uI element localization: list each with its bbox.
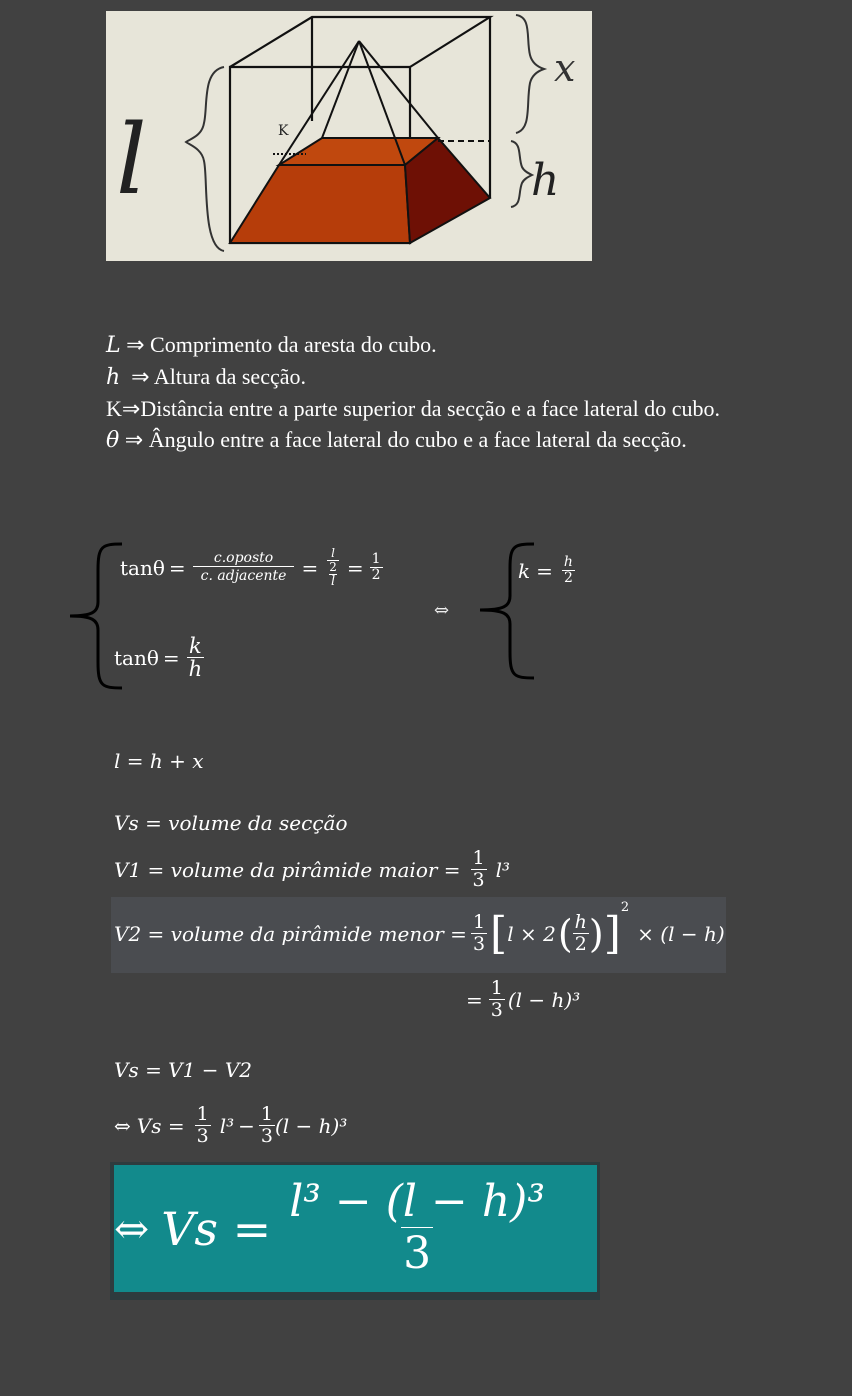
open-bracket: [ — [490, 908, 508, 959]
final-fraction — [285, 1175, 549, 1279]
l-minus-h-cubed: (l − h)³ — [507, 988, 581, 1012]
equals-sign: = — [162, 646, 180, 670]
k-equation — [518, 546, 578, 596]
equals-sign: = — [536, 559, 553, 583]
frac-den: 3 — [490, 999, 503, 1022]
frac-num: 1 — [196, 1103, 209, 1126]
pyramid-edge-right — [359, 41, 438, 138]
v1-equation — [114, 840, 510, 900]
figure-label-k: K — [278, 123, 289, 139]
section-front-face — [230, 165, 410, 243]
h-over-2 — [573, 913, 589, 955]
frac-num: h — [563, 554, 573, 571]
l-equals-h-plus-x: l = h + x — [114, 749, 204, 773]
v2-equation — [114, 900, 725, 968]
vs-difference: Vs = V1 − V2 — [114, 1058, 252, 1082]
close-bracket: ] — [603, 908, 621, 959]
def-theta — [106, 424, 726, 456]
def-h-symbol: h — [106, 365, 121, 390]
final-numerator: l³ − (l − h)³ — [289, 1175, 545, 1227]
final-vs-label: Vs = — [161, 1201, 272, 1256]
arrow-icon: ⇒ — [131, 364, 150, 389]
one-third — [471, 913, 487, 955]
equals-sign: = — [168, 556, 186, 580]
frac-den: 2 — [329, 559, 337, 574]
h-over-2 — [562, 555, 575, 586]
iff-symbol: ⇔ — [114, 1204, 150, 1253]
opposite-over-adjacent — [193, 551, 295, 584]
tan-ratio-equation — [120, 538, 386, 598]
def-K-symbol: K — [106, 396, 122, 421]
figure-label-l: l — [116, 104, 147, 216]
section-side-face — [405, 138, 490, 243]
frac-den: 3 — [260, 1125, 273, 1148]
vs-label: Vs = — [136, 1114, 185, 1138]
l-cubed: l³ — [495, 858, 511, 882]
frac-den: 2 — [574, 933, 587, 956]
equals-sign: = — [466, 988, 483, 1012]
v1-lhs: V1 = volume da pirâmide maior = — [114, 858, 461, 882]
l-half-over-l — [325, 547, 341, 589]
figure-drawing — [106, 11, 592, 261]
frac-den: h — [188, 656, 203, 681]
l-minus-h-cubed: (l − h)³ — [274, 1114, 348, 1138]
figure-label-x: x — [554, 46, 576, 90]
tan-k-over-h-equation — [114, 628, 207, 688]
one-third — [259, 1105, 275, 1147]
def-K-text: Distância entre a parte superior da secção e a face lateral do cubo. — [140, 396, 720, 421]
figure-label-h: h — [531, 155, 560, 206]
equals-sign: = — [346, 556, 364, 580]
h-brace — [511, 141, 532, 207]
v2-result — [466, 970, 580, 1030]
final-result-box — [114, 1165, 597, 1292]
x-brace — [516, 15, 544, 133]
frac-num: 1 — [260, 1103, 273, 1126]
definitions-block — [106, 329, 726, 456]
frac-num: 1 — [472, 911, 486, 934]
one-third — [489, 979, 505, 1021]
frac-den: 3 — [472, 933, 486, 956]
tan-label: tanθ — [120, 556, 165, 580]
v2-tail: × (l − h) — [637, 922, 725, 946]
equals-sign: = — [301, 556, 319, 580]
def-L-text: Comprimento da aresta do cubo. — [150, 332, 437, 357]
frac-den: 2 — [371, 567, 381, 584]
frac-num — [325, 547, 341, 574]
vs-expanded — [114, 1096, 347, 1156]
equivalence-icon: ⇔ — [434, 600, 450, 621]
frac-num: 1 — [472, 847, 485, 870]
def-L — [106, 329, 726, 361]
frac-num: l — [331, 545, 335, 560]
k-over-h — [187, 635, 205, 681]
frac-den: 3 — [196, 1125, 209, 1148]
cube-pyramid-figure — [106, 11, 592, 261]
tan-label: tanθ — [114, 646, 159, 670]
one-third — [471, 849, 487, 891]
def-K — [106, 393, 726, 424]
frac-num: 1 — [371, 551, 381, 568]
k-symbol: k — [518, 559, 531, 583]
one-half — [370, 552, 383, 583]
vs-definition: Vs = volume da secção — [114, 811, 348, 835]
l-brace — [186, 67, 224, 251]
arrow-icon: ⇒ — [126, 332, 145, 357]
l-cubed: l³ — [219, 1114, 235, 1138]
frac-num: k — [189, 633, 202, 658]
arrow-icon: ⇒ — [124, 427, 144, 452]
def-h-text: Altura da secção. — [153, 364, 306, 389]
iff-symbol: ⇔ — [114, 1114, 131, 1138]
def-h — [106, 361, 726, 393]
def-theta-symbol: θ — [106, 428, 120, 453]
frac-den: 2 — [563, 570, 573, 587]
frac-den: c. adjacente — [193, 566, 295, 584]
close-paren: ) — [588, 912, 604, 956]
final-denominator: 3 — [403, 1227, 432, 1279]
frac-den: 3 — [472, 869, 485, 892]
v2-lhs: V2 = volume da pirâmide menor = — [114, 922, 467, 946]
one-third — [195, 1105, 211, 1147]
frac-num: h — [574, 911, 587, 934]
squared-exponent: 2 — [620, 900, 630, 915]
frac-den: l — [330, 573, 336, 589]
v2-inner: l × 2 — [507, 922, 556, 946]
frac-num: c.oposto — [213, 550, 274, 567]
open-paren: ( — [557, 912, 573, 956]
l-over-2 — [327, 547, 339, 574]
arrow-icon: ⇒ — [121, 396, 141, 421]
minus-sign: − — [238, 1114, 255, 1138]
def-L-symbol: L — [106, 333, 121, 358]
def-theta-text: Ângulo entre a face lateral do cubo e a face lateral da secção. — [148, 427, 687, 452]
frac-num: 1 — [490, 977, 503, 1000]
